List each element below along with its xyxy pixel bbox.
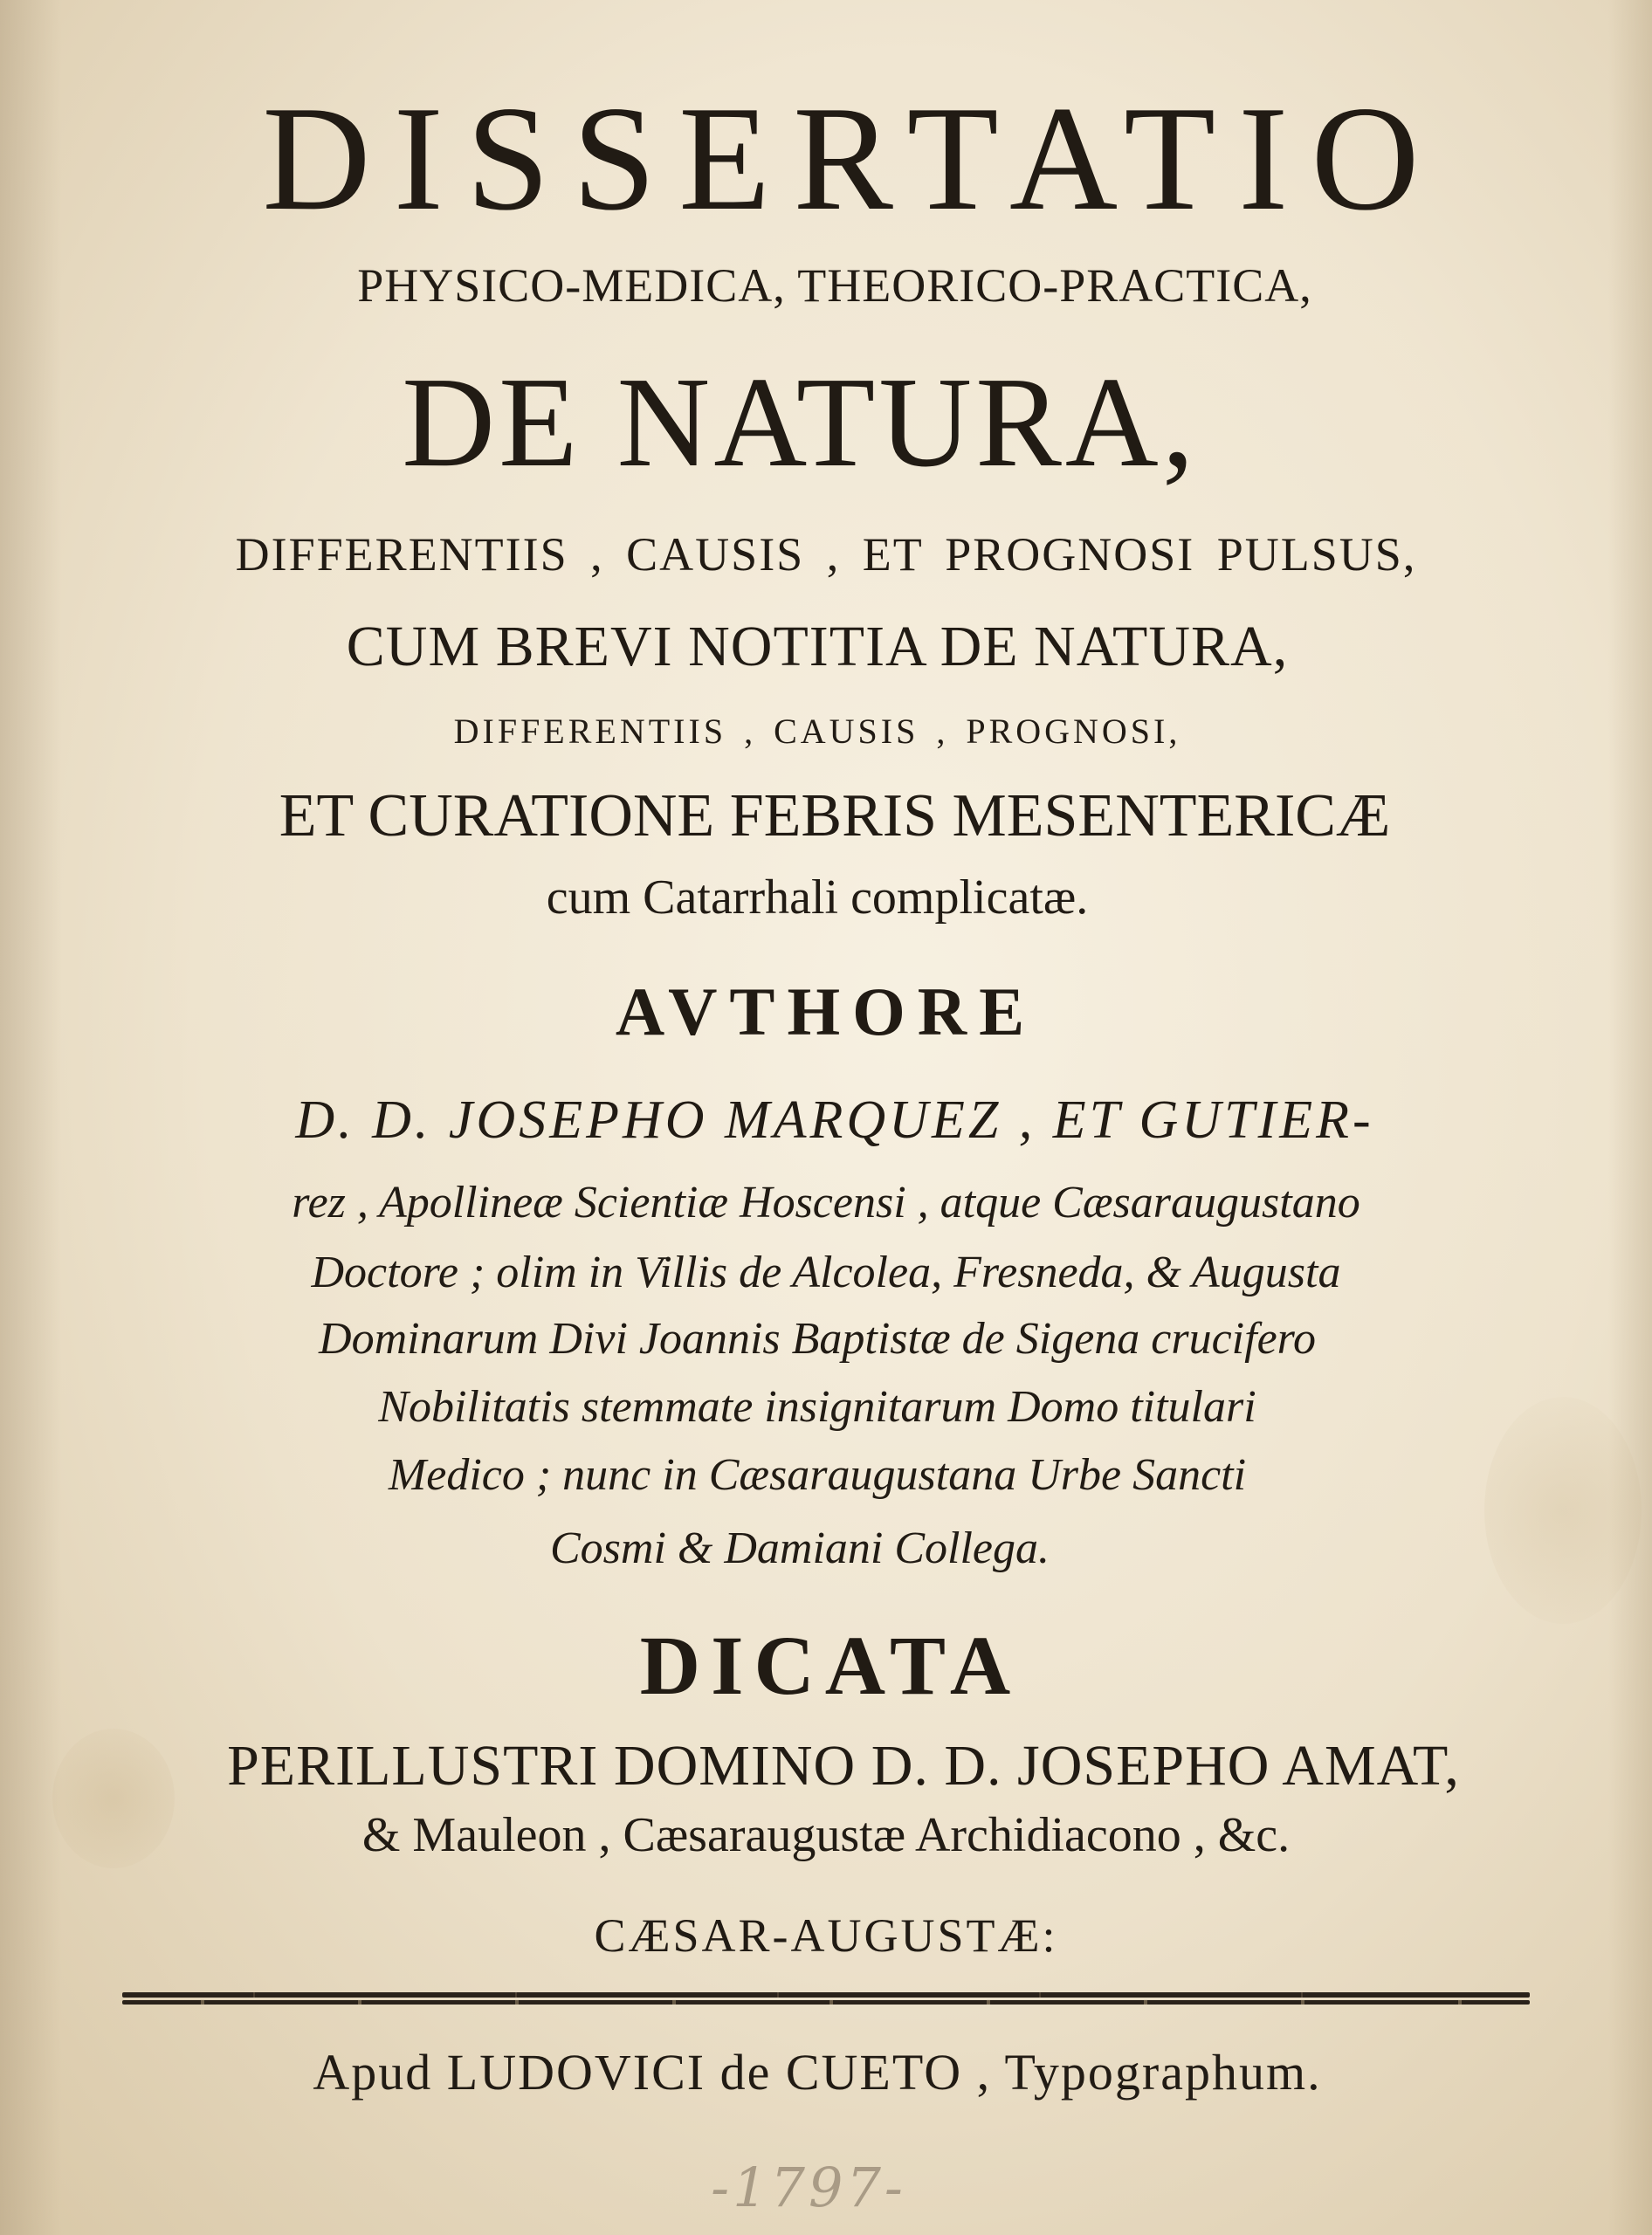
book-title: DISSERTATIO <box>262 76 1442 242</box>
rule-bar <box>122 1992 1530 1998</box>
author-line: Cosmi & Damiani Collega. <box>549 1523 1050 1573</box>
author-line: Doctore ; olim in Villis de Alcolea, Fresneda, & Augusta <box>311 1248 1341 1297</box>
authore-heading: AVTHORE <box>615 973 1037 1049</box>
ornamental-rule <box>122 1992 1530 2006</box>
subject-line-differentiis-prognosi: DIFFERENTIIS , CAUSIS , PROGNOSI, <box>453 712 1181 751</box>
rule-bar <box>122 2000 1530 2005</box>
subject-line-cum-brevi: CUM BREVI NOTITIA DE NATURA, <box>346 615 1289 678</box>
subject-line-curatione: ET CURATIONE FEBRIS MESENTERICÆ <box>279 782 1391 849</box>
author-line: D. D. JOSEPHO MARQUEZ , ET GUTIER- <box>295 1090 1374 1150</box>
author-line: Medico ; nunc in Cæsaraugustana Urbe Sancti <box>388 1450 1247 1500</box>
author-line: Dominarum Divi Joannis Baptistæ de Sigena crucifero <box>319 1314 1316 1364</box>
author-line: Nobilitatis stemmate insignitarum Domo titulari <box>378 1382 1256 1432</box>
main-heading: DE NATURA, <box>402 351 1198 494</box>
subject-line-differentiis-pulsus: DIFFERENTIIS , CAUSIS , ET PROGNOSI PULSUS, <box>235 528 1417 581</box>
imprint-place: CÆSAR-AUGUSTÆ: <box>594 1909 1058 1962</box>
author-line: rez , Apollineæ Scientiæ Hoscensi , atque Cæsaraugustano <box>292 1178 1360 1228</box>
dedicatee-line: & Mauleon , Cæsaraugustæ Archidiacono , &c. <box>361 1808 1291 1862</box>
subject-line-catarrhali: cum Catarrhali complicatæ. <box>546 870 1089 925</box>
imprint-printer: Apud LUDOVICI de CUETO , Typographum. <box>313 2044 1322 2101</box>
handwritten-year: -1797- <box>711 2156 906 2219</box>
dicata-heading: DICATA <box>639 1619 1022 1712</box>
dedicatee-line: PERILLUSTRI DOMINO D. D. JOSEPHO AMAT, <box>227 1734 1460 1798</box>
subtitle: PHYSICO-MEDICA, THEORICO-PRACTICA, <box>357 259 1312 312</box>
